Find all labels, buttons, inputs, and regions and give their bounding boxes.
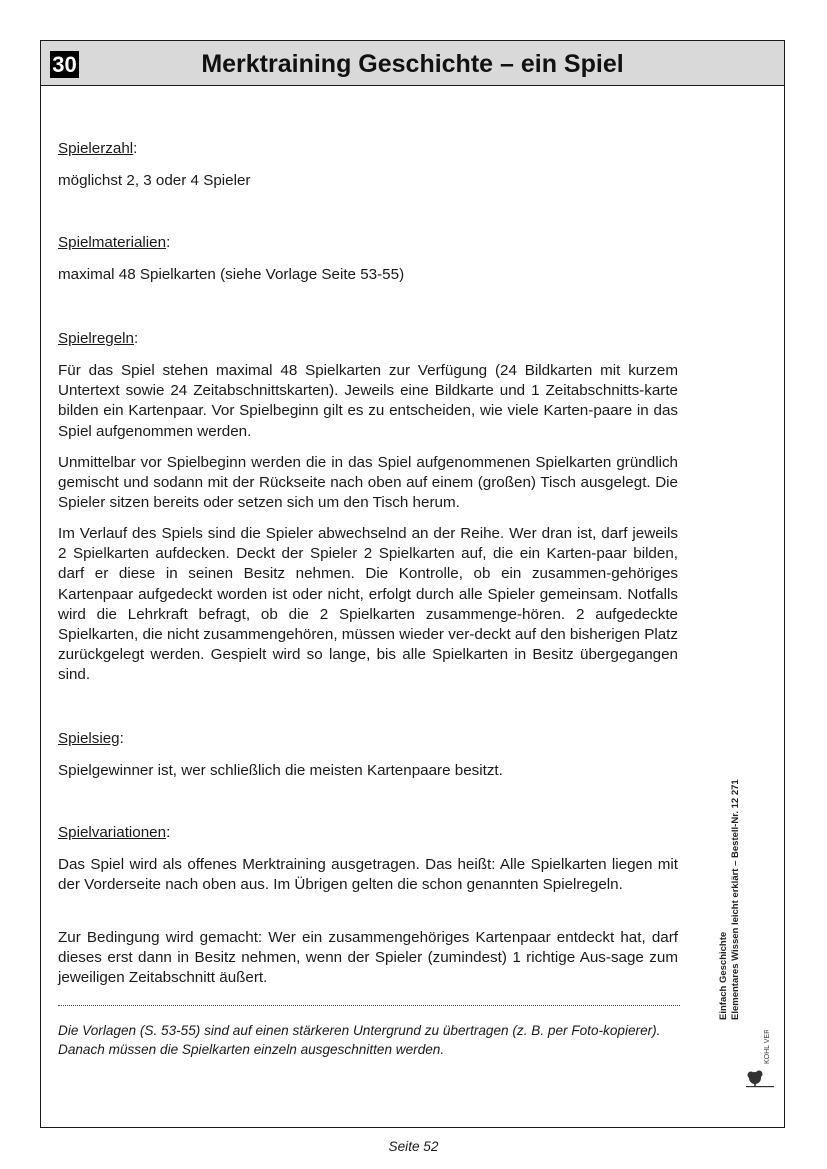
heading-spielerzahl: Spielerzahl: xyxy=(58,140,138,157)
heading-spielmaterialien: Spielmaterialien: xyxy=(58,234,171,251)
footnote: Die Vorlagen (S. 53-55) sind auf einen stärkeren Untergrund zu übertragen (z. B. per Foto-kopierer). Danach müssen die Spielkarten einzeln ausgeschnitten werden. xyxy=(58,1023,661,1057)
svg-text:KOHL VERLAG: KOHL VERLAG xyxy=(764,1030,771,1064)
heading-spielsieg: Spielsieg: xyxy=(58,730,124,747)
worksheet-title: Merktraining Geschichte – ein Spiel xyxy=(201,50,624,78)
paragraph-spielregeln-3: Im Verlauf des Spiels sind die Spieler abwechselnd an der Reihe. Wer dran ist, darf jeweils 2 Spielkarten aufdecken. Deckt der Spieler 2 Spielkarten auf, die ein Karten-paar bilden, darf er diese in seinen Besitz nehmen. Die Kontrolle, ob ein zusammen-gehöriges Kartenpaar aufgedeckt worden ist oder nicht, erfolgt durch alle Spieler gemeinsam. Notfalls wird die Lehrkraft befragt, ob die 2 Spielkarten zusammenge-hören. 2 aufgedeckte Spielkarten, die nicht zusammengehören, müssen wieder ver-deckt auf den bisherigen Platz zurückgelegt werden. Gespielt wird so lange, bis alle Spielkarten in Besitz übergegangen sind. xyxy=(58,525,678,684)
paragraph-spielregeln-2: Unmittelbar vor Spielbeginn werden die in das Spiel aufgenommenen Spielkarten gründlich gemischt und sodann mit der Rückseite nach oben auf einem (großen) Tisch ausgelegt. Die Spieler sitzen bereits oder setzen sich um den Tisch herum. xyxy=(58,454,678,512)
sidebar-publication-info xyxy=(718,700,753,1030)
worksheet-header xyxy=(41,41,784,86)
paragraph-spielmaterialien: maximal 48 Spielkarten (siehe Vorlage Seite 53-55) xyxy=(58,266,405,283)
sidebar-book-title: Einfach Geschichte xyxy=(718,931,729,1020)
paragraph-spielregeln-1: Für das Spiel stehen maximal 48 Spielkarten zur Verfügung (24 Bildkarten mit kurzem Untertext sowie 24 Zeitabschnittskarten). Jeweils eine Bildkarte und 1 Zeitabschnitts-karte bilden ein Kartenpaar. Vor Spielbeginn gilt es zu entscheiden, wie viele Karten-paare in das Spiel aufgenommen werden. xyxy=(58,362,678,440)
paragraph-spielvariationen-1: Das Spiel wird als offenes Merktraining ausgetragen. Das heißt: Alle Spielkarten liegen mit der Vorderseite nach oben aus. Im Übrigen gelten die schon genannten Spielregeln. xyxy=(58,856,678,894)
heading-spielregeln: Spielregeln: xyxy=(58,330,139,347)
paragraph-spielsieg: Spielgewinner ist, wer schließlich die meisten Kartenpaare besitzt. xyxy=(58,762,503,779)
page-number: Seite 52 xyxy=(388,1139,439,1154)
paragraph-spielerzahl: möglichst 2, 3 oder 4 Spieler xyxy=(58,172,251,189)
heading-spielvariationen: Spielvariationen: xyxy=(58,824,171,841)
sidebar-order-number: Elementares Wissen leicht erklärt – Bestell-Nr. 12 271 xyxy=(729,779,741,1020)
publisher-logo-icon xyxy=(746,1030,776,1088)
dotted-divider xyxy=(58,1005,680,1006)
worksheet-number: 30 xyxy=(50,51,79,78)
paragraph-spielvariationen-2: Zur Bedingung wird gemacht: Wer ein zusammengehöriges Kartenpaar entdeckt hat, darf dieses erst dann in Besitz nehmen, wenn der Spieler (zumindest) 1 richtige Aus-sage zum jeweiligen Zeitabschnitt äußert. xyxy=(58,929,678,987)
